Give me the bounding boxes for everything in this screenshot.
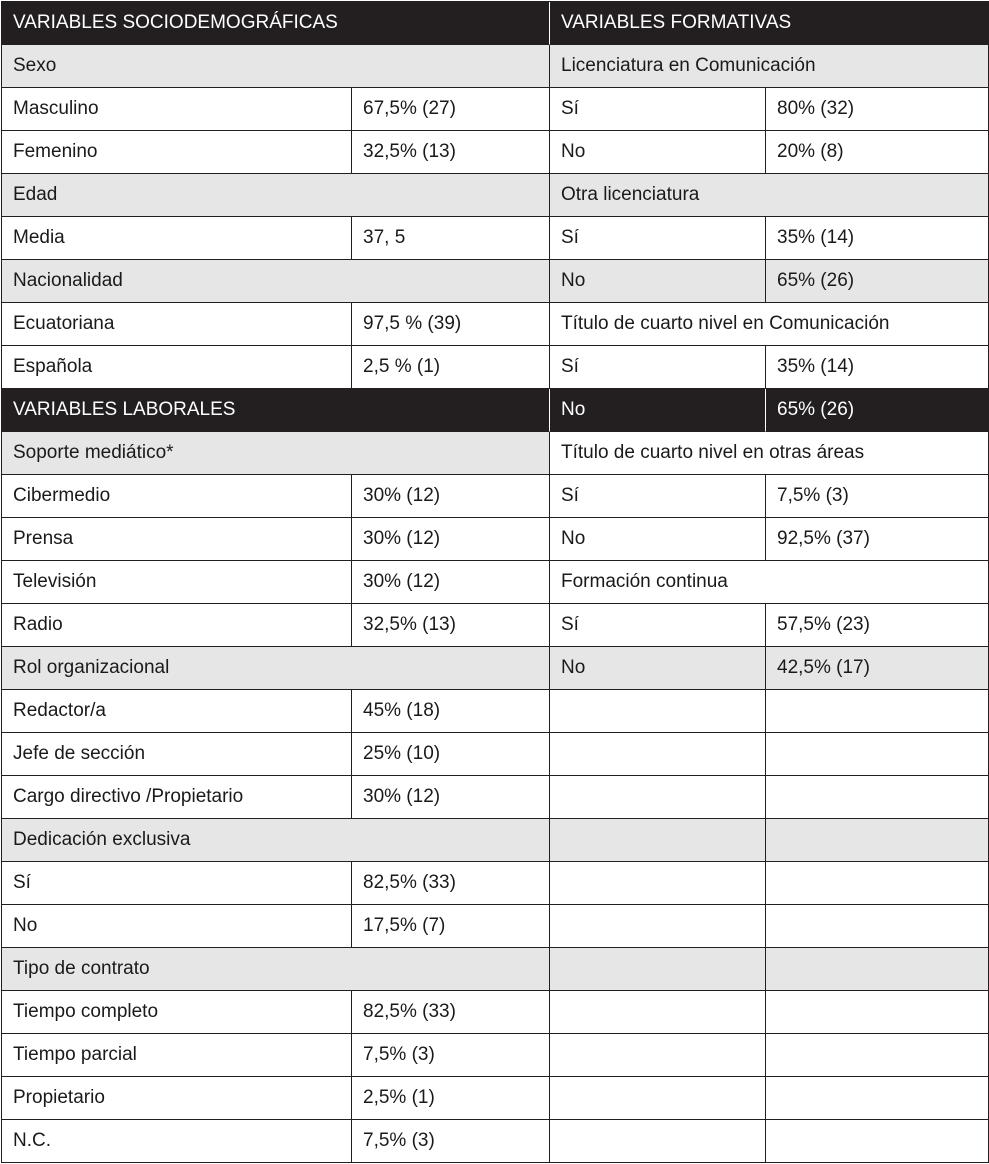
table-row xyxy=(2,217,989,260)
table-row xyxy=(2,174,989,217)
category-cell: Formación continua xyxy=(550,561,989,604)
value-cell: 67,5% (27) xyxy=(352,88,550,131)
label-cell: Femenino xyxy=(2,131,352,174)
table-row xyxy=(2,389,989,432)
empty-cell xyxy=(766,819,989,862)
table-row xyxy=(2,475,989,518)
table-row xyxy=(2,733,989,776)
value-cell: 7,5% (3) xyxy=(352,1120,550,1163)
table-row xyxy=(2,2,989,45)
label-cell: No xyxy=(550,518,766,561)
label-cell: Masculino xyxy=(2,88,352,131)
value-cell: 7,5% (3) xyxy=(766,475,989,518)
label-cell: Radio xyxy=(2,604,352,647)
value-cell: 92,5% (37) xyxy=(766,518,989,561)
table-row xyxy=(2,905,989,948)
empty-cell xyxy=(766,776,989,819)
category-cell: Otra licenciatura xyxy=(550,174,989,217)
label-cell: No xyxy=(550,647,766,690)
category-cell: Soporte mediático* xyxy=(2,432,550,475)
category-cell: Rol organizacional xyxy=(2,647,550,690)
value-cell: 65% (26) xyxy=(766,389,989,432)
label-cell: Sí xyxy=(550,604,766,647)
label-cell: Prensa xyxy=(2,518,352,561)
label-cell: Propietario xyxy=(2,1077,352,1120)
label-cell: No xyxy=(550,389,766,432)
value-cell: 2,5% (1) xyxy=(352,1077,550,1120)
section-header: VARIABLES LABORALES xyxy=(2,389,550,432)
table-row xyxy=(2,88,989,131)
label-cell: No xyxy=(2,905,352,948)
table-row xyxy=(2,1120,989,1163)
table-row xyxy=(2,260,989,303)
value-cell: 80% (32) xyxy=(766,88,989,131)
empty-cell xyxy=(550,819,766,862)
value-cell: 35% (14) xyxy=(766,217,989,260)
empty-cell xyxy=(550,690,766,733)
empty-cell xyxy=(550,905,766,948)
table-row xyxy=(2,131,989,174)
category-cell: Edad xyxy=(2,174,550,217)
value-cell: 82,5% (33) xyxy=(352,991,550,1034)
label-cell: Jefe de sección xyxy=(2,733,352,776)
table-row xyxy=(2,1077,989,1120)
table-row xyxy=(2,432,989,475)
variables-table xyxy=(1,1,989,1163)
empty-cell xyxy=(550,948,766,991)
empty-cell xyxy=(550,1077,766,1120)
category-cell: Nacionalidad xyxy=(2,260,550,303)
table-row xyxy=(2,690,989,733)
value-cell: 20% (8) xyxy=(766,131,989,174)
empty-cell xyxy=(766,991,989,1034)
label-cell: Cibermedio xyxy=(2,475,352,518)
label-cell: Sí xyxy=(550,88,766,131)
empty-cell xyxy=(766,733,989,776)
category-cell: Sexo xyxy=(2,45,550,88)
empty-cell xyxy=(550,776,766,819)
value-cell: 32,5% (13) xyxy=(352,604,550,647)
value-cell: 25% (10) xyxy=(352,733,550,776)
value-cell: 17,5% (7) xyxy=(352,905,550,948)
value-cell: 32,5% (13) xyxy=(352,131,550,174)
table-row xyxy=(2,862,989,905)
label-cell: Redactor/a xyxy=(2,690,352,733)
table-row xyxy=(2,518,989,561)
value-cell: 35% (14) xyxy=(766,346,989,389)
empty-cell xyxy=(766,862,989,905)
category-cell: Licenciatura en Comunicación xyxy=(550,45,989,88)
table-row xyxy=(2,45,989,88)
value-cell: 30% (12) xyxy=(352,475,550,518)
value-cell: 2,5 % (1) xyxy=(352,346,550,389)
value-cell: 97,5 % (39) xyxy=(352,303,550,346)
label-cell: Española xyxy=(2,346,352,389)
table-row xyxy=(2,561,989,604)
label-cell: No xyxy=(550,131,766,174)
value-cell: 7,5% (3) xyxy=(352,1034,550,1077)
section-header: VARIABLES SOCIODEMOGRÁFICAS xyxy=(2,2,550,45)
table-row xyxy=(2,991,989,1034)
category-cell: Título de cuarto nivel en Comunicación xyxy=(550,303,989,346)
table-row xyxy=(2,776,989,819)
value-cell: 57,5% (23) xyxy=(766,604,989,647)
empty-cell xyxy=(550,862,766,905)
value-cell: 30% (12) xyxy=(352,518,550,561)
table-row xyxy=(2,1034,989,1077)
empty-cell xyxy=(766,690,989,733)
empty-cell xyxy=(550,733,766,776)
table-row xyxy=(2,647,989,690)
label-cell: Televisión xyxy=(2,561,352,604)
label-cell: No xyxy=(550,260,766,303)
label-cell: Sí xyxy=(2,862,352,905)
label-cell: Cargo directivo /Propietario xyxy=(2,776,352,819)
label-cell: Ecuatoriana xyxy=(2,303,352,346)
empty-cell xyxy=(766,948,989,991)
label-cell: Tiempo completo xyxy=(2,991,352,1034)
table-row xyxy=(2,303,989,346)
value-cell: 42,5% (17) xyxy=(766,647,989,690)
label-cell: Sí xyxy=(550,475,766,518)
empty-cell xyxy=(766,905,989,948)
table-row xyxy=(2,948,989,991)
empty-cell xyxy=(766,1077,989,1120)
category-cell: Título de cuarto nivel en otras áreas xyxy=(550,432,989,475)
table-row xyxy=(2,819,989,862)
value-cell: 82,5% (33) xyxy=(352,862,550,905)
empty-cell xyxy=(550,1034,766,1077)
table-row xyxy=(2,346,989,389)
empty-cell xyxy=(550,991,766,1034)
empty-cell xyxy=(766,1120,989,1163)
table-row xyxy=(2,604,989,647)
empty-cell xyxy=(766,1034,989,1077)
category-cell: Dedicación exclusiva xyxy=(2,819,550,862)
label-cell: Tiempo parcial xyxy=(2,1034,352,1077)
value-cell: 45% (18) xyxy=(352,690,550,733)
value-cell: 30% (12) xyxy=(352,776,550,819)
value-cell: 30% (12) xyxy=(352,561,550,604)
label-cell: Sí xyxy=(550,217,766,260)
empty-cell xyxy=(550,1120,766,1163)
label-cell: Sí xyxy=(550,346,766,389)
label-cell: N.C. xyxy=(2,1120,352,1163)
value-cell: 37, 5 xyxy=(352,217,550,260)
section-header: VARIABLES FORMATIVAS xyxy=(550,2,989,45)
label-cell: Media xyxy=(2,217,352,260)
category-cell: Tipo de contrato xyxy=(2,948,550,991)
value-cell: 65% (26) xyxy=(766,260,989,303)
